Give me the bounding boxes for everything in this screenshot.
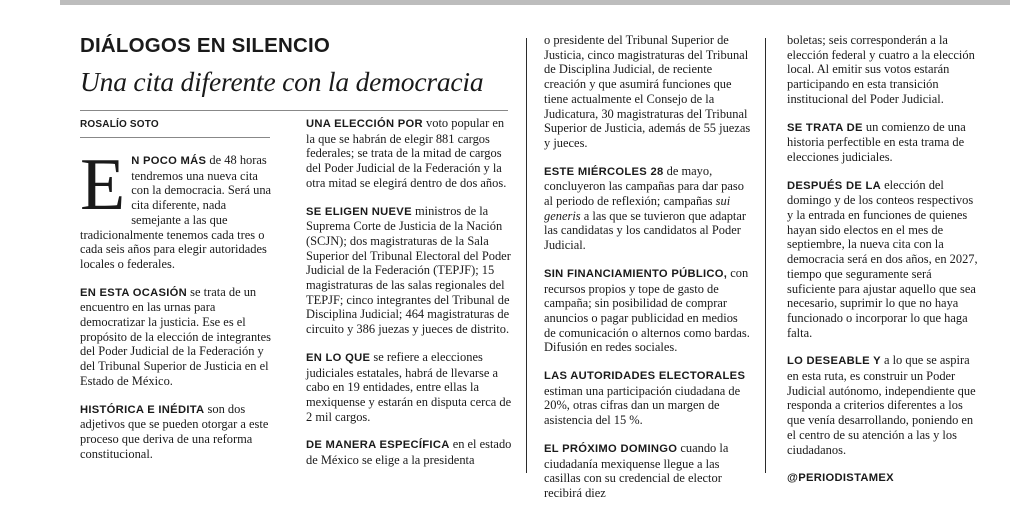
byline: ROSALÍO SOTO bbox=[80, 119, 159, 130]
paragraph bbox=[544, 164, 752, 253]
column-3 bbox=[544, 33, 752, 514]
lead-in: SIN FINANCIAMIENTO PÚBLICO, bbox=[544, 267, 728, 280]
paragraph bbox=[306, 116, 514, 191]
lead-in: EN LO QUE bbox=[306, 351, 371, 364]
lead-in: UNA ELECCIÓN POR bbox=[306, 118, 423, 130]
paragraph bbox=[80, 285, 274, 389]
italic-term: sui generis bbox=[544, 194, 731, 223]
lead-in: N POCO MÁS bbox=[131, 155, 207, 167]
paragraph-text: o presidente del Tribunal Superior de Justicia, cinco magistraturas del Tribunal de Disciplina Judicial, de reciente creación y que asumirá funciones que tiene actualmente el Consejo de la Judicatura, 30 magistraturas del Tribunal Superior de Justicia, además de 55 juezas y jueces. bbox=[544, 33, 751, 150]
lead-in: ESTE MIÉRCOLES 28 bbox=[544, 165, 664, 178]
lead-in: SE ELIGEN NUEVE bbox=[306, 205, 412, 218]
paragraph-text: un comienzo de una historia perfectible en esta trama de elecciones judiciales. bbox=[787, 119, 966, 164]
paragraph bbox=[787, 353, 981, 457]
lead-in: LO DESEABLE Y bbox=[787, 355, 881, 368]
lead-in: LAS AUTORIDADES ELECTORALES bbox=[544, 370, 746, 383]
column-divider bbox=[526, 38, 527, 473]
lead-in: DE MANERA ESPECÍFICA bbox=[306, 439, 450, 452]
column-divider bbox=[765, 38, 766, 473]
paragraph bbox=[544, 33, 752, 151]
paragraph-text: con recursos propios y tope de gasto de campaña; sin posibilidad de comprar anuncios o pagar publicidad en medios de comunicación o alternos como bardas. Difusión en redes sociales. bbox=[544, 265, 750, 355]
column-4 bbox=[787, 33, 981, 499]
paragraph bbox=[544, 441, 752, 501]
lead-in: EL PRÓXIMO DOMINGO bbox=[544, 442, 678, 455]
lead-in: SE TRATA DE bbox=[787, 121, 863, 134]
paragraph bbox=[306, 350, 514, 425]
column-2 bbox=[306, 116, 514, 481]
section-title: DIÁLOGOS EN SILENCIO bbox=[80, 34, 331, 57]
lead-in: HISTÓRICA E INÉDITA bbox=[80, 403, 205, 416]
paragraph bbox=[787, 178, 981, 341]
column-1 bbox=[80, 144, 274, 474]
paragraph-text: de 48 horas tendremos una nueva cita con la democracia. Será una cita diferente, nada semejante a las que tradicionalmente tenemos cada tres o cada seis años para elegir autoridades locales o federales. bbox=[80, 153, 272, 271]
paragraph-text: a las que se tuvieron que adaptar las candidatas y los candidatos al Poder Judicial. bbox=[544, 208, 747, 253]
paragraph-text: de mayo, concluyeron las campañas para dar paso al periodo de reflexión; campañas bbox=[544, 163, 744, 209]
paragraph-text: se trata de un encuentro en las urnas para democratizar la justicia. Ese es el propósito de la elección de integrantes del Poder Judicial de la Federación y del Tribunal Superior de Justicia en el Estado de México. bbox=[80, 284, 271, 388]
paragraph bbox=[306, 204, 514, 337]
paragraph-text: a lo que se aspira en esta ruta, es construir un Poder Judicial autónomo, independiente que responda a criterios diferentes a los que venía desarrollando, poniendo en el centro de su atención a las y los ciudadanos. bbox=[787, 353, 976, 457]
paragraph-text: boletas; seis corresponderán a la elección federal y cuatro a la elección local. Al emitir sus votos estarán participando en esta transición institucional del Poder Judicial. bbox=[787, 33, 975, 106]
paragraph-text: se refiere a elecciones judiciales estatales, habrá de llevarse a cabo en 19 entidades, entre ellas la mexiquense y estarán en disputa cerca de 2 mil cargos. bbox=[306, 349, 512, 424]
headline-rule bbox=[80, 110, 508, 111]
paragraph bbox=[787, 120, 981, 165]
paragraph-text: en el estado de México se elige a la presidenta bbox=[306, 437, 512, 468]
paragraph-text: son dos adjetivos que se pueden otorgar a este proceso que deriva de una reforma constitucional. bbox=[80, 401, 269, 461]
lead-in: EN ESTA OCASIÓN bbox=[80, 286, 188, 299]
paragraph-text: elección del domingo y de los conteos respectivos y la entrada en funciones de quienes hayan sido electos en el mes de septiembre, la nueva cita con la democracia será en dos años, en 2027, tiempo que seguramente será suficiente para ajustar aquello que sea necesario, suprimir lo que no haya funcionado o incorporar lo que haga falta. bbox=[787, 177, 978, 340]
paragraph-text: voto popular en la que se habrán de elegir 881 cargos federales; se trata de la mitad de cargos del Poder Judicial de la Federación y la otra mitad se elegirá dentro de dos años. bbox=[306, 116, 507, 190]
paragraph bbox=[544, 266, 752, 355]
headline: Una cita diferente con la democracia bbox=[80, 66, 484, 97]
lead-in: DESPUÉS DE LA bbox=[787, 179, 882, 192]
paragraph bbox=[544, 368, 752, 428]
paragraph bbox=[80, 144, 274, 272]
paragraph-text: cuando la ciudadanía mexiquense llegue a las casillas con su credencial de elector recibirá diez bbox=[544, 440, 729, 500]
paragraph bbox=[787, 33, 981, 107]
drop-cap: E bbox=[80, 144, 126, 226]
top-gray-rule bbox=[60, 0, 1010, 5]
paragraph bbox=[306, 437, 514, 467]
twitter-handle: @PERIODISTAMEX bbox=[787, 472, 894, 485]
paragraph-text: ministros de la Suprema Corte de Justicia de la Nación (SCJN); dos magistraturas de la Sala Superior del Tribunal Electoral del Poder Judicial de la Federación (TEPJF); 15 magistraturas de las salas regionales del TEPJF; cinco integrantes del Tribunal de Disciplina Judicial; 464 magistraturas de circuito y 386 juezas y jueces de distrito. bbox=[306, 203, 511, 337]
byline-rule bbox=[80, 137, 270, 138]
paragraph-text: estiman una participación ciudadana de 20%, otras cifras dan un margen de asistencia del 15 %. bbox=[544, 383, 741, 428]
paragraph bbox=[80, 402, 274, 462]
